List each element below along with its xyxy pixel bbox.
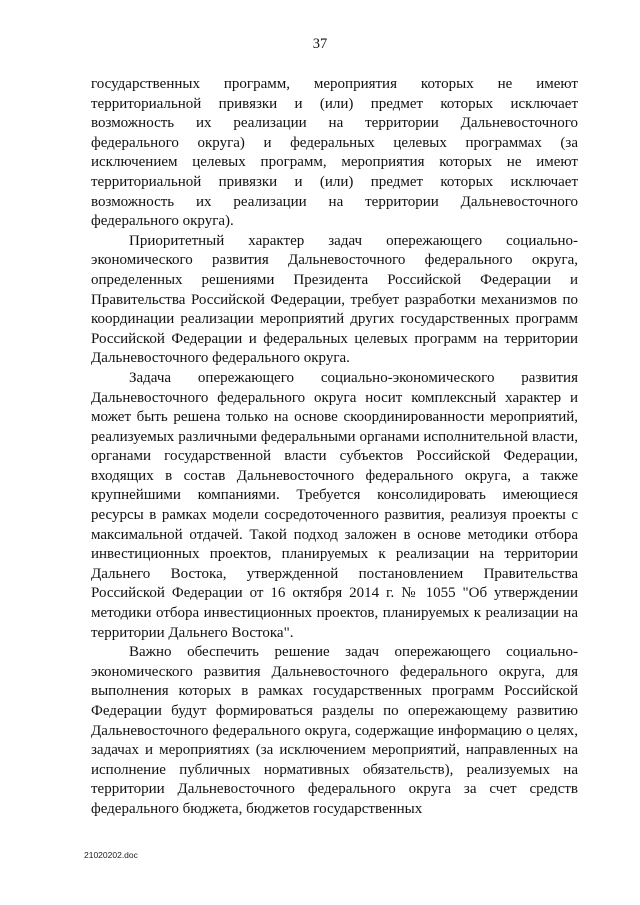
paragraph-important-ensure: Важно обеспечить решение задач опережающего социально-экономического развития Дальневосточного федерального округа, для выполнения которых в рамках государственных программ Российской Федерации будут формироваться разделы по опережающему развитию Дальневосточного федерального округа, содержащие информацию о целях, задачах и мероприятиях (за исключением мероприятий, направленных на исполнение публичных нормативных обязательств), реализуемых на территории Дальневосточного федерального округа за счет средств федерального бюджета, бюджетов государственных (91, 644, 578, 817)
document-body (91, 75, 578, 820)
footer-file-code: 21020202.doc (84, 850, 138, 860)
page-number: 37 (312, 36, 328, 52)
paragraph-continuation: государственных программ, мероприятия которых не имеют территориальной привязки и (или) предмет которых исключает возможность их реализации на территории Дальневосточного федерального округа) и федеральных целевых программах (за исключением целевых программ, мероприятия которых не имеют территориальной привязки и (или) предмет которых исключает возможность их реализации на территории Дальневосточного федерального округа). (91, 76, 578, 230)
paragraph-complex-task: Задача опережающего социально-экономического развития Дальневосточного федерального округа носит комплексный характер и может быть решена только на основе скоординированности мероприятий, реализуемых различными федеральными органами исполнительной власти, органами государственной власти субъектов Российской Федерации, входящих в состав Дальневосточного федерального округа, а также крупнейшими компаниями. Требуется консолидировать имеющиеся ресурсы в рамках модели сосредоточенного развития, реализуя проекты с максимальной отдачей. Такой подход заложен в основе методики отбора инвестиционных проектов, планируемых к реализации на территории Дальнего Востока, утвержденной постановлением Правительства Российской Федерации от 16 октября 2014 г. № 1055 "Об утверждении методики отбора инвестиционных проектов, планируемых к реализации на территории Дальнего Востока". (91, 369, 578, 641)
paragraph-priority-tasks: Приоритетный характер задач опережающего социально-экономического развития Дальневосточного федерального округа, определенных решениями Президента Российской Федерации и Правительства Российской Федерации, требует разработки механизмов по координации реализации мероприятий других государственных программ Российской Федерации и федеральных целевых программ на территории Дальневосточного федерального округа. (91, 232, 578, 367)
